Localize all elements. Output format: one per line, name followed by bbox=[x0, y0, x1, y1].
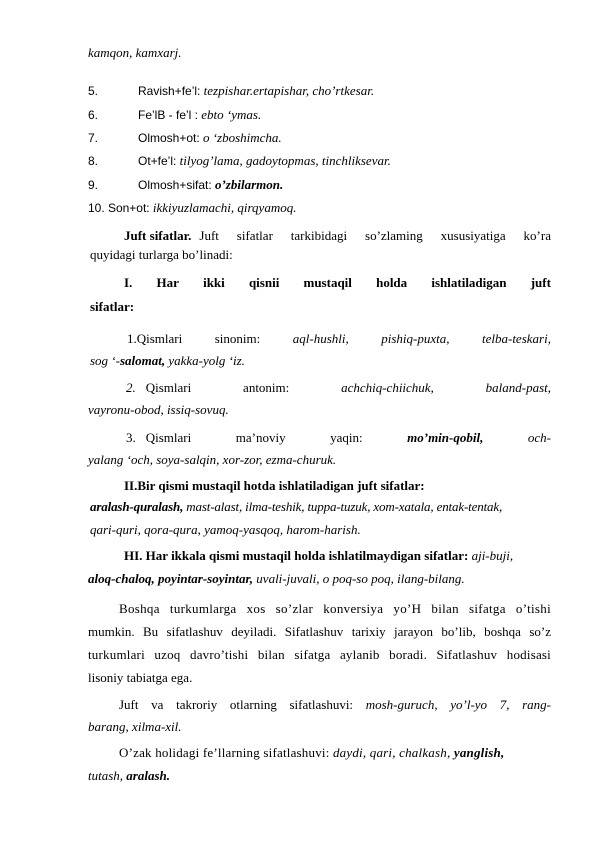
section-1-heading-line2: sifatlar: bbox=[90, 299, 135, 314]
synonym-word: sinonim: bbox=[214, 331, 261, 346]
konversiya-line2: mumkin. Bu sifatlashuv deyiladi. Sifatlashuv tarixiy jarayon bo’lib, boshqa so’z bbox=[88, 624, 551, 639]
heading-word: Har bbox=[156, 275, 179, 290]
synonym-line1 bbox=[127, 331, 551, 347]
list-number: 8. bbox=[88, 154, 99, 168]
section-2-example-bold: aralash-quralash, bbox=[90, 499, 184, 514]
near-word: yaqin: bbox=[330, 430, 363, 445]
ozak-line2 bbox=[88, 768, 170, 784]
takroriy-text: Juft va takroriy otlarning sifatlashuvi: bbox=[119, 697, 354, 712]
section-3-title: HI. Har ikkala qismi mustaqil holda ishlatilmaydigan sifatlar: bbox=[124, 548, 469, 563]
antonym-number: 2. bbox=[126, 380, 136, 395]
konversiya-line4: lisoniy tabiatga ega. bbox=[88, 670, 193, 685]
heading-word: ikki bbox=[203, 275, 225, 290]
list-value: o’zbilarmon. bbox=[214, 177, 284, 192]
ozak-example: tutash, bbox=[88, 768, 124, 783]
heading-word: juft bbox=[530, 275, 551, 290]
section-roman: I. bbox=[124, 275, 133, 290]
list-label: Olmosh+sifat: bbox=[138, 178, 212, 192]
heading-word: holda bbox=[376, 275, 408, 290]
list-number: 5. bbox=[88, 84, 99, 98]
section-3-line2 bbox=[88, 571, 465, 587]
ozak-line1 bbox=[119, 745, 551, 761]
synonym-example: aql-hushli, bbox=[292, 331, 349, 346]
heading-word: qisnii bbox=[248, 275, 280, 290]
juft-paragraph-line1 bbox=[124, 228, 551, 244]
list-label: Fe’lB - fe’l : bbox=[138, 108, 199, 122]
list-number: 6. bbox=[88, 108, 99, 122]
ozak-text: O’zak holidagi fe’llarning sifatlashuvi: bbox=[119, 745, 330, 760]
list-number: 9. bbox=[88, 178, 99, 192]
juft-title: Juft sifatlar. bbox=[124, 228, 192, 243]
ozak-examples: daydi, qari, chalkash, bbox=[329, 745, 451, 760]
section-3-example-bold: aloq-chaloq, poyintar-soyintar, bbox=[88, 571, 254, 586]
section-3-heading bbox=[124, 548, 513, 564]
list-item bbox=[88, 200, 296, 216]
section-2-examples: mast-alast, ilma-teshik, tuppa-tuzuk, xom-xatala, entak-tentak, bbox=[183, 499, 503, 514]
list-label: Ravish+fe’l: bbox=[138, 84, 201, 98]
synonym-example: telba-teskari, bbox=[482, 331, 551, 346]
list-value: tilyog’lama, gadoytopmas, tinchliksevar. bbox=[179, 153, 391, 168]
section-3-examples: uvali-juvali, o poq-so poq, ilang-bilang. bbox=[253, 571, 465, 586]
synonym-example-bold: salomat, bbox=[119, 353, 166, 368]
list-label: Olmosh+ot: bbox=[138, 131, 200, 145]
section-2-heading: II.Bir qismi mustaqil hotda ishlatiladigan juft sifatlar: bbox=[124, 478, 425, 493]
list-value: ebto ‘ymas. bbox=[201, 107, 262, 122]
juft-text: Juft sifatlar tarkibidagi so’zlaming xususiyatiga ko’ra bbox=[199, 228, 551, 243]
list-label: Ot+fe’l: bbox=[138, 154, 177, 168]
konversiya-line1: Boshqa turkumlarga xos so’zlar konversiya yo’H bilan sifatga o’tishi bbox=[119, 601, 551, 616]
takroriy-examples: mosh-guruch, yo’l-yo 7, rang- bbox=[365, 697, 552, 712]
antonym-word: antonim: bbox=[243, 380, 290, 395]
konversiya-line3: turkumlari uzoq davro’tishi bilan sifatga aylanib boradi. Sifatlashuv hodisasi bbox=[88, 647, 551, 662]
ozak-example-bold: aralash. bbox=[123, 768, 171, 783]
antonym-label: Qismlari bbox=[145, 380, 192, 395]
near-word: ma’noviy bbox=[235, 430, 286, 445]
heading-word: ishlatiladigan bbox=[431, 275, 507, 290]
section-2-line1 bbox=[90, 499, 551, 515]
ozak-example-bold: yanglish, bbox=[450, 745, 505, 760]
heading-word: mustaqil bbox=[303, 275, 352, 290]
list-value: ikkiyuzlamachi, qirqyamoq. bbox=[152, 200, 297, 215]
juft-paragraph-line2: quyidagi turlarga bo’linadi: bbox=[90, 247, 233, 262]
near-example: och- bbox=[527, 430, 551, 445]
near-example-bold: mo’min-qobil, bbox=[407, 430, 484, 445]
antonym-line1 bbox=[126, 380, 551, 396]
near-meaning-line2: yalang ‘och, soya-salqin, xor-zor, ezma-churuk. bbox=[88, 452, 337, 467]
antonym-line2: vayronu-obod, issiq-sovuq. bbox=[88, 402, 229, 417]
synonym-example: yakka-yolg ‘iz. bbox=[165, 353, 245, 368]
section-1-heading bbox=[124, 275, 551, 291]
list-number: 10. bbox=[88, 201, 105, 215]
antonym-example: baland-past, bbox=[485, 380, 551, 395]
top-line: kamqon, kamxarj. bbox=[88, 45, 182, 60]
takroriy-line2: barang, xilma-xil. bbox=[88, 719, 182, 734]
list-label: Son+ot: bbox=[107, 201, 150, 215]
synonym-label: 1.Qismlari bbox=[127, 331, 183, 346]
list-value: tezpishar.ertapishar, cho’rtkesar. bbox=[203, 83, 375, 98]
section-2-line2: qari-quri, qora-qura, yamoq-yasqoq, harom-harish. bbox=[90, 522, 361, 537]
synonym-example: sog ‘- bbox=[90, 353, 120, 368]
list-value: o ‘zboshimcha. bbox=[202, 130, 282, 145]
near-label: Qismlari bbox=[145, 430, 192, 445]
near-number: 3. bbox=[126, 430, 136, 445]
list-number: 7. bbox=[88, 131, 99, 145]
antonym-example: achchiq-chiichuk, bbox=[341, 380, 434, 395]
synonym-example: pishiq-puxta, bbox=[381, 331, 450, 346]
section-3-example: aji-buji, bbox=[468, 548, 514, 563]
takroriy-line1 bbox=[119, 697, 551, 713]
near-meaning-line1 bbox=[126, 430, 551, 446]
synonym-line2 bbox=[90, 353, 245, 369]
